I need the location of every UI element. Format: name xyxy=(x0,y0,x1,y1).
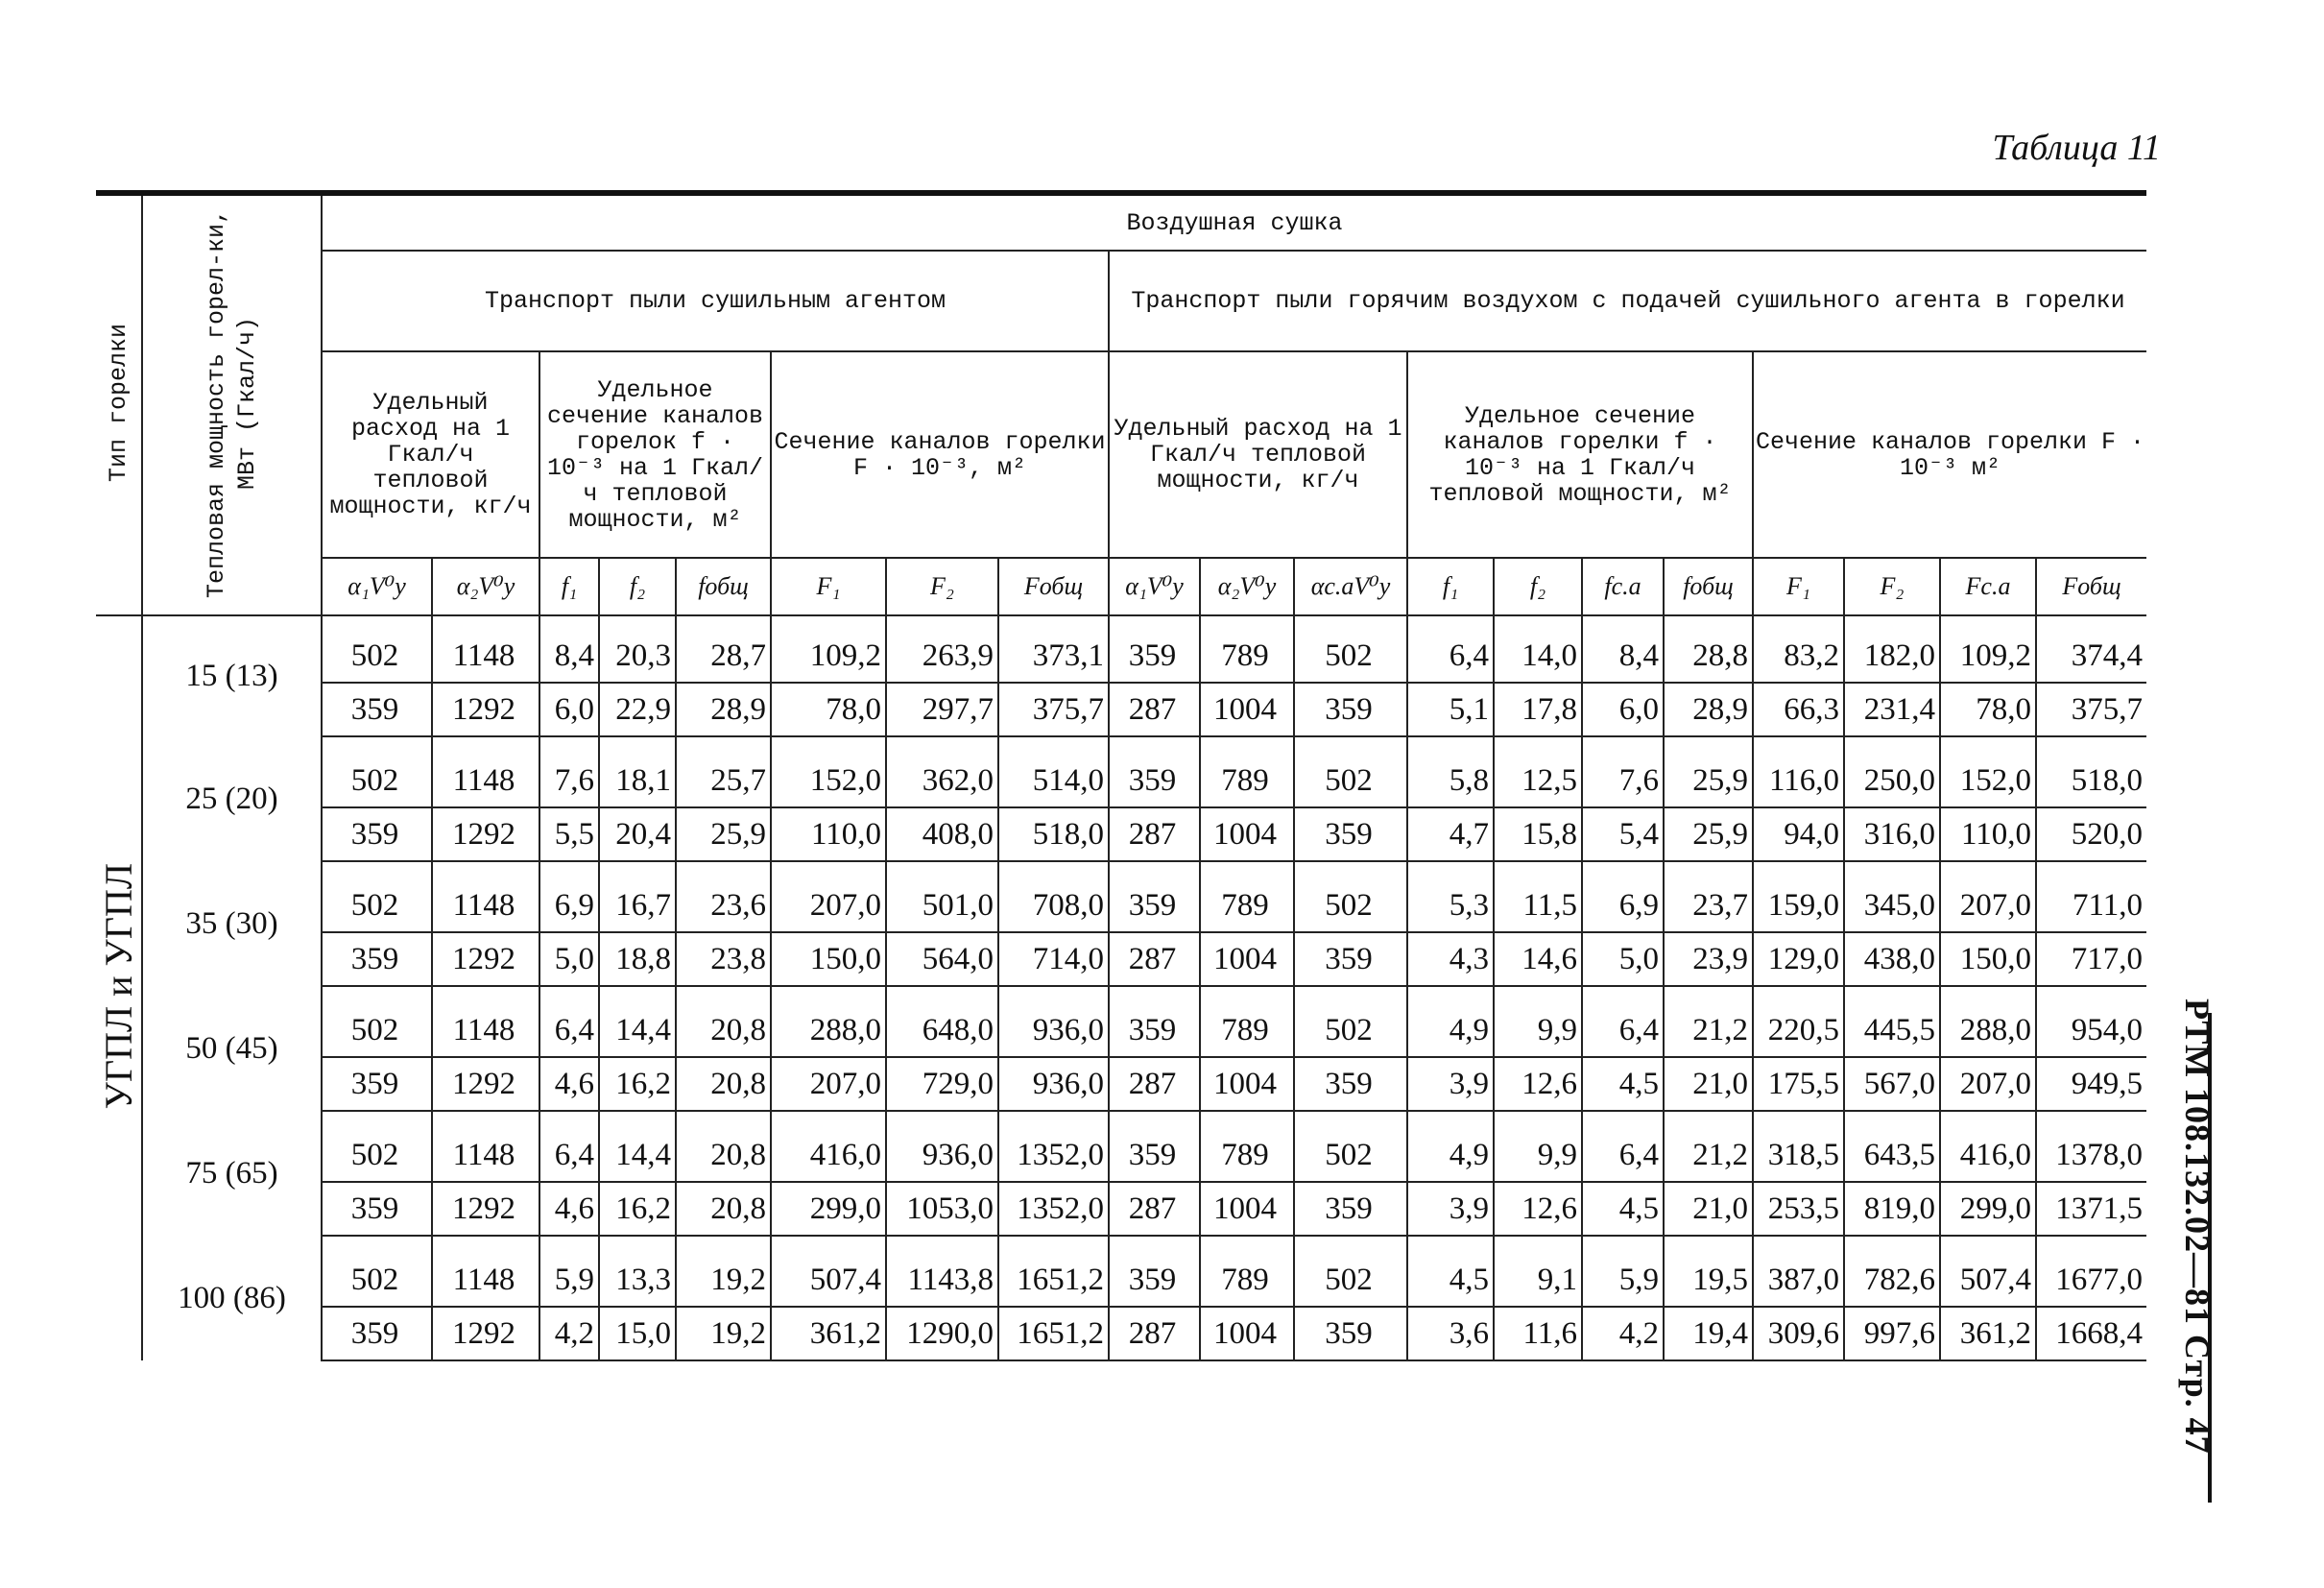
table-cell: 12,6 xyxy=(1494,1182,1582,1236)
table-cell: 1352,0 xyxy=(998,1111,1109,1182)
table-cell: 6,9 xyxy=(1582,861,1664,932)
table-cell: 11,5 xyxy=(1494,861,1582,932)
table-cell: 3,9 xyxy=(1407,1182,1494,1236)
table-cell: 518,0 xyxy=(998,807,1109,861)
power-cell: 35 (30) xyxy=(142,861,322,986)
table-row xyxy=(96,1111,2146,1182)
table-cell: 643,5 xyxy=(1844,1111,1940,1182)
table-cell: 5,4 xyxy=(1582,807,1664,861)
table-cell: 507,4 xyxy=(1940,1236,2036,1307)
table-row xyxy=(96,615,2146,683)
table-cell: 1668,4 xyxy=(2036,1307,2146,1360)
table-cell: 150,0 xyxy=(771,932,886,986)
table-cell: 23,9 xyxy=(1664,932,1753,986)
table-cell: 299,0 xyxy=(1940,1182,2036,1236)
table-cell: 1651,2 xyxy=(998,1236,1109,1307)
table-cell: 11,6 xyxy=(1494,1307,1582,1360)
table-cell: 501,0 xyxy=(886,861,998,932)
table-cell: 717,0 xyxy=(2036,932,2146,986)
table-cell: 1148 xyxy=(432,736,539,807)
table-cell: 109,2 xyxy=(1940,615,2036,683)
table-body xyxy=(96,615,2146,1429)
table-cell: 287 xyxy=(1109,807,1200,861)
subheader-cell: F₂ xyxy=(886,558,998,615)
subheader-cell: α₂V⁰у xyxy=(1200,558,1294,615)
table-cell: 3,6 xyxy=(1407,1307,1494,1360)
table-cell: 789 xyxy=(1200,615,1294,683)
table-cell: 4,6 xyxy=(539,1057,599,1111)
table-cell: 14,6 xyxy=(1494,932,1582,986)
table-cell: 9,9 xyxy=(1494,1111,1582,1182)
table-cell: 3,9 xyxy=(1407,1057,1494,1111)
table-cell: 15,0 xyxy=(599,1307,676,1360)
table-cell: 8,4 xyxy=(539,615,599,683)
table-cell: 359 xyxy=(322,1307,432,1360)
table-cell: 66,3 xyxy=(1753,683,1844,736)
table-cell: 152,0 xyxy=(771,736,886,807)
table-caption: Таблица 11 xyxy=(1992,128,2161,168)
table-cell: 19,2 xyxy=(676,1236,771,1307)
power-cell: 25 (20) xyxy=(142,736,322,861)
table-cell: 78,0 xyxy=(771,683,886,736)
table-cell: 359 xyxy=(1109,736,1200,807)
table-cell: 263,9 xyxy=(886,615,998,683)
table-cell: 373,1 xyxy=(998,615,1109,683)
table-cell: 438,0 xyxy=(1844,932,1940,986)
table-cell: 23,7 xyxy=(1664,861,1753,932)
table-spacer-row xyxy=(96,1360,2146,1429)
table-cell: 19,2 xyxy=(676,1307,771,1360)
table-cell: 4,5 xyxy=(1582,1057,1664,1111)
table-cell: 21,2 xyxy=(1664,986,1753,1057)
table-row xyxy=(96,1236,2146,1307)
table-cell: 1290,0 xyxy=(886,1307,998,1360)
subheader-cell: fобщ xyxy=(676,558,771,615)
table-cell: 6,9 xyxy=(539,861,599,932)
table-cell: 287 xyxy=(1109,683,1200,736)
table-cell: 9,9 xyxy=(1494,986,1582,1057)
data-table xyxy=(96,190,2146,1429)
table-cell: 8,4 xyxy=(1582,615,1664,683)
type-header-label: Тип горелки xyxy=(104,323,132,483)
table-cell: 7,6 xyxy=(1582,736,1664,807)
table-cell: 182,0 xyxy=(1844,615,1940,683)
table-cell: 1004 xyxy=(1200,1182,1294,1236)
table-cell: 25,7 xyxy=(676,736,771,807)
subheader-cell: α₂V⁰у xyxy=(432,558,539,615)
g2-section-header: Удельное сечение каналов горелки f · 10⁻³ на 1 Гкал/ч тепловой мощности, м² xyxy=(1407,351,1753,558)
table-cell: 375,7 xyxy=(998,683,1109,736)
table-cell: 789 xyxy=(1200,861,1294,932)
table-cell: 1053,0 xyxy=(886,1182,998,1236)
table-cell: 507,4 xyxy=(771,1236,886,1307)
table-cell: 359 xyxy=(322,1182,432,1236)
table-cell: 359 xyxy=(322,932,432,986)
power-header xyxy=(142,193,322,615)
table-cell: 1651,2 xyxy=(998,1307,1109,1360)
table-cell: 116,0 xyxy=(1753,736,1844,807)
subheader-cell: fобщ xyxy=(1664,558,1753,615)
table-cell: 207,0 xyxy=(1940,1057,2036,1111)
table-cell: 359 xyxy=(1294,1182,1407,1236)
table-cell: 14,0 xyxy=(1494,615,1582,683)
table-cell: 12,5 xyxy=(1494,736,1582,807)
table-cell: 782,6 xyxy=(1844,1236,1940,1307)
table-cell: 18,8 xyxy=(599,932,676,986)
subheader-cell: α₁V⁰у xyxy=(1109,558,1200,615)
power-cell: 100 (86) xyxy=(142,1236,322,1360)
table-cell: 4,3 xyxy=(1407,932,1494,986)
table-cell: 789 xyxy=(1200,986,1294,1057)
table-row xyxy=(96,1182,2146,1236)
table-cell: 7,6 xyxy=(539,736,599,807)
table-cell: 345,0 xyxy=(1844,861,1940,932)
table-cell: 5,8 xyxy=(1407,736,1494,807)
g1-channels-header: Сечение каналов горелки F · 10⁻³, м² xyxy=(771,351,1109,558)
subheader-cell: f₂ xyxy=(1494,558,1582,615)
table-cell: 94,0 xyxy=(1753,807,1844,861)
table-cell: 502 xyxy=(1294,861,1407,932)
table-cell: 936,0 xyxy=(998,986,1109,1057)
burner-type-cell xyxy=(96,615,142,1360)
table-cell: 14,4 xyxy=(599,986,676,1057)
subheader-cell: Fобщ xyxy=(2036,558,2146,615)
transport-agent-header: Транспорт пыли сушильным агентом xyxy=(322,251,1109,351)
power-cell: 50 (45) xyxy=(142,986,322,1111)
table-cell: 20,8 xyxy=(676,986,771,1057)
table-cell: 1352,0 xyxy=(998,1182,1109,1236)
table-cell: 359 xyxy=(1109,986,1200,1057)
table-cell: 78,0 xyxy=(1940,683,2036,736)
subheader-cell: f₁ xyxy=(1407,558,1494,615)
table-cell: 19,4 xyxy=(1664,1307,1753,1360)
table-cell: 22,9 xyxy=(599,683,676,736)
table-cell: 297,7 xyxy=(886,683,998,736)
table-cell: 109,2 xyxy=(771,615,886,683)
table-row xyxy=(96,861,2146,932)
table-cell: 502 xyxy=(1294,1236,1407,1307)
table-cell: 15,8 xyxy=(1494,807,1582,861)
subheader-cell: Fобщ xyxy=(998,558,1109,615)
table-cell: 1371,5 xyxy=(2036,1182,2146,1236)
table-cell: 4,5 xyxy=(1407,1236,1494,1307)
table-cell: 374,4 xyxy=(2036,615,2146,683)
table-cell: 220,5 xyxy=(1753,986,1844,1057)
table-cell: 520,0 xyxy=(2036,807,2146,861)
table-cell: 207,0 xyxy=(1940,861,2036,932)
table-cell: 1004 xyxy=(1200,1057,1294,1111)
table-cell: 359 xyxy=(1294,932,1407,986)
table-cell: 287 xyxy=(1109,1182,1200,1236)
table-spacer xyxy=(96,1360,2036,1429)
table-cell: 288,0 xyxy=(771,986,886,1057)
table-cell: 1148 xyxy=(432,1236,539,1307)
table-cell: 110,0 xyxy=(771,807,886,861)
subheader-cell: fс.а xyxy=(1582,558,1664,615)
table-cell: 375,7 xyxy=(2036,683,2146,736)
table-cell: 129,0 xyxy=(1753,932,1844,986)
table-cell: 6,4 xyxy=(1582,986,1664,1057)
table-cell: 1292 xyxy=(432,1057,539,1111)
table-cell: 28,8 xyxy=(1664,615,1753,683)
power-cell: 75 (65) xyxy=(142,1111,322,1236)
table-cell: 6,4 xyxy=(1407,615,1494,683)
table-cell: 4,2 xyxy=(1582,1307,1664,1360)
table-cell: 6,4 xyxy=(539,986,599,1057)
table-cell: 5,0 xyxy=(1582,932,1664,986)
table-cell: 299,0 xyxy=(771,1182,886,1236)
table-cell: 502 xyxy=(1294,1111,1407,1182)
table-cell: 20,8 xyxy=(676,1111,771,1182)
table-cell: 1148 xyxy=(432,986,539,1057)
table-cell: 23,6 xyxy=(676,861,771,932)
subheader-cell: F₁ xyxy=(771,558,886,615)
table-cell: 152,0 xyxy=(1940,736,2036,807)
table-cell: 6,0 xyxy=(539,683,599,736)
table-cell: 359 xyxy=(1109,1111,1200,1182)
table-cell: 1292 xyxy=(432,683,539,736)
table-cell: 387,0 xyxy=(1753,1236,1844,1307)
table-cell: 1004 xyxy=(1200,807,1294,861)
table-cell: 20,8 xyxy=(676,1057,771,1111)
table-cell: 359 xyxy=(1294,683,1407,736)
table-cell: 20,8 xyxy=(676,1182,771,1236)
table-cell: 25,9 xyxy=(676,807,771,861)
table-cell: 359 xyxy=(322,683,432,736)
table-cell: 514,0 xyxy=(998,736,1109,807)
table-cell: 359 xyxy=(1109,615,1200,683)
table-cell: 288,0 xyxy=(1940,986,2036,1057)
table-cell: 6,4 xyxy=(539,1111,599,1182)
table-row xyxy=(96,736,2146,807)
table-cell: 502 xyxy=(322,861,432,932)
table-cell: 4,9 xyxy=(1407,1111,1494,1182)
table-cell: 502 xyxy=(322,736,432,807)
table-cell: 12,6 xyxy=(1494,1057,1582,1111)
table-cell: 23,8 xyxy=(676,932,771,986)
table-cell: 819,0 xyxy=(1844,1182,1940,1236)
table-cell: 502 xyxy=(1294,986,1407,1057)
subheader-cell: α₁V⁰у xyxy=(322,558,432,615)
table-cell: 711,0 xyxy=(2036,861,2146,932)
table-cell: 1148 xyxy=(432,861,539,932)
table-cell: 159,0 xyxy=(1753,861,1844,932)
table-cell: 1143,8 xyxy=(886,1236,998,1307)
table-cell: 17,8 xyxy=(1494,683,1582,736)
table-cell: 253,5 xyxy=(1753,1182,1844,1236)
table-cell: 28,9 xyxy=(1664,683,1753,736)
table-cell: 110,0 xyxy=(1940,807,2036,861)
table-cell: 359 xyxy=(1294,807,1407,861)
table-cell: 5,1 xyxy=(1407,683,1494,736)
table-cell: 309,6 xyxy=(1753,1307,1844,1360)
g1-section-header: Удельное сечение каналов горелок f · 10⁻³ на 1 Гкал/ч тепловой мощности, м² xyxy=(539,351,771,558)
table-cell: 28,7 xyxy=(676,615,771,683)
table-cell: 1148 xyxy=(432,1111,539,1182)
table-cell: 361,2 xyxy=(771,1307,886,1360)
table-cell: 997,6 xyxy=(1844,1307,1940,1360)
table-cell: 1292 xyxy=(432,932,539,986)
table-cell: 5,9 xyxy=(539,1236,599,1307)
table-cell: 359 xyxy=(1109,1236,1200,1307)
table-cell: 250,0 xyxy=(1844,736,1940,807)
table-cell: 16,7 xyxy=(599,861,676,932)
table-cell: 316,0 xyxy=(1844,807,1940,861)
subheader-cell: F₁ xyxy=(1753,558,1844,615)
table-cell: 1148 xyxy=(432,615,539,683)
table-cell: 708,0 xyxy=(998,861,1109,932)
table-cell: 949,5 xyxy=(2036,1057,2146,1111)
table-cell: 5,3 xyxy=(1407,861,1494,932)
table-cell: 789 xyxy=(1200,1236,1294,1307)
table-cell: 359 xyxy=(1109,861,1200,932)
table-cell: 416,0 xyxy=(771,1111,886,1182)
table-cell: 21,0 xyxy=(1664,1057,1753,1111)
table-cell: 408,0 xyxy=(886,807,998,861)
table-cell: 175,5 xyxy=(1753,1057,1844,1111)
table-cell: 20,4 xyxy=(599,807,676,861)
table-cell: 648,0 xyxy=(886,986,998,1057)
transport-air-header: Транспорт пыли горячим воздухом с подачей сушильного агента в горелки xyxy=(1109,251,2146,351)
table-cell: 4,5 xyxy=(1582,1182,1664,1236)
table-row xyxy=(96,683,2146,736)
table-cell: 16,2 xyxy=(599,1182,676,1236)
table-cell: 936,0 xyxy=(998,1057,1109,1111)
table-cell: 567,0 xyxy=(1844,1057,1940,1111)
table-cell: 1292 xyxy=(432,1182,539,1236)
g2-flow-header: Удельный расход на 1 Гкал/ч тепловой мощности, кг/ч xyxy=(1109,351,1407,558)
table-cell: 359 xyxy=(1294,1057,1407,1111)
table-row xyxy=(96,1307,2146,1360)
subheader-cell: Fс.а xyxy=(1940,558,2036,615)
table-cell: 564,0 xyxy=(886,932,998,986)
table-cell: 21,0 xyxy=(1664,1182,1753,1236)
table-cell: 359 xyxy=(322,807,432,861)
table-cell: 28,9 xyxy=(676,683,771,736)
table-cell: 4,2 xyxy=(539,1307,599,1360)
table-cell: 5,9 xyxy=(1582,1236,1664,1307)
table-cell: 954,0 xyxy=(2036,986,2146,1057)
table-cell: 287 xyxy=(1109,1307,1200,1360)
table-cell: 4,6 xyxy=(539,1182,599,1236)
table-cell: 5,0 xyxy=(539,932,599,986)
table-cell: 502 xyxy=(1294,615,1407,683)
table-cell: 287 xyxy=(1109,1057,1200,1111)
table-cell: 502 xyxy=(322,1236,432,1307)
table-cell: 16,2 xyxy=(599,1057,676,1111)
table-cell: 21,2 xyxy=(1664,1111,1753,1182)
table-cell: 1004 xyxy=(1200,683,1294,736)
table-cell: 789 xyxy=(1200,1111,1294,1182)
table-cell: 6,4 xyxy=(1582,1111,1664,1182)
table-cell: 5,5 xyxy=(539,807,599,861)
subheader-cell: F₂ xyxy=(1844,558,1940,615)
table-cell: 83,2 xyxy=(1753,615,1844,683)
table-cell: 231,4 xyxy=(1844,683,1940,736)
table-cell: 502 xyxy=(322,1111,432,1182)
table-cell: 714,0 xyxy=(998,932,1109,986)
table-cell: 1378,0 xyxy=(2036,1111,2146,1182)
burner-type-label: УГПЛ и УГПЛ xyxy=(97,862,140,1110)
table-cell: 1004 xyxy=(1200,932,1294,986)
table-cell: 362,0 xyxy=(886,736,998,807)
table-cell: 1292 xyxy=(432,1307,539,1360)
table-cell: 25,9 xyxy=(1664,807,1753,861)
table-cell: 445,5 xyxy=(1844,986,1940,1057)
table-cell: 318,5 xyxy=(1753,1111,1844,1182)
table-cell: 1292 xyxy=(432,807,539,861)
g1-flow-header: Удельный расход на 1 Гкал/ч тепловой мощности, кг/ч xyxy=(322,351,539,558)
table-row xyxy=(96,807,2146,861)
table-cell: 14,4 xyxy=(599,1111,676,1182)
table-cell: 13,3 xyxy=(599,1236,676,1307)
table-cell: 416,0 xyxy=(1940,1111,2036,1182)
table-cell: 19,5 xyxy=(1664,1236,1753,1307)
table-cell: 20,3 xyxy=(599,615,676,683)
power-cell: 15 (13) xyxy=(142,615,322,736)
air-drying-header: Воздушная сушка xyxy=(322,193,2146,251)
table-cell: 359 xyxy=(322,1057,432,1111)
table-cell: 936,0 xyxy=(886,1111,998,1182)
table-cell: 361,2 xyxy=(1940,1307,2036,1360)
subheader-row xyxy=(96,558,2146,615)
g2-channels-header: Сечение каналов горелки F · 10⁻³ м² xyxy=(1753,351,2146,558)
table-cell: 9,1 xyxy=(1494,1236,1582,1307)
table-cell: 150,0 xyxy=(1940,932,2036,986)
table-cell: 502 xyxy=(1294,736,1407,807)
type-header xyxy=(96,193,142,615)
subheader-cell: f₁ xyxy=(539,558,599,615)
table-cell: 18,1 xyxy=(599,736,676,807)
table-row xyxy=(96,986,2146,1057)
table-cell: 502 xyxy=(322,986,432,1057)
subheader-cell: αс.аV⁰у xyxy=(1294,558,1407,615)
table-cell: 729,0 xyxy=(886,1057,998,1111)
table-row xyxy=(96,932,2146,986)
table-cell: 4,9 xyxy=(1407,986,1494,1057)
table-cell: 518,0 xyxy=(2036,736,2146,807)
table-cell: 287 xyxy=(1109,932,1200,986)
table-cell: 207,0 xyxy=(771,1057,886,1111)
table-cell: 359 xyxy=(1294,1307,1407,1360)
subheader-cell: f₂ xyxy=(599,558,676,615)
table-cell: 789 xyxy=(1200,736,1294,807)
side-document-code: РТМ 108.132.02—81 Стр. 47 xyxy=(2178,999,2216,1455)
table-cell: 207,0 xyxy=(771,861,886,932)
table-cell: 6,0 xyxy=(1582,683,1664,736)
table-cell: 4,7 xyxy=(1407,807,1494,861)
table-cell: 25,9 xyxy=(1664,736,1753,807)
table-cell: 1004 xyxy=(1200,1307,1294,1360)
table-cell: 502 xyxy=(322,615,432,683)
table-cell: 1677,0 xyxy=(2036,1236,2146,1307)
power-header-label: Тепловая мощность горел-ки, МВт (Гкал/ч) xyxy=(202,207,261,598)
table-row xyxy=(96,1057,2146,1111)
